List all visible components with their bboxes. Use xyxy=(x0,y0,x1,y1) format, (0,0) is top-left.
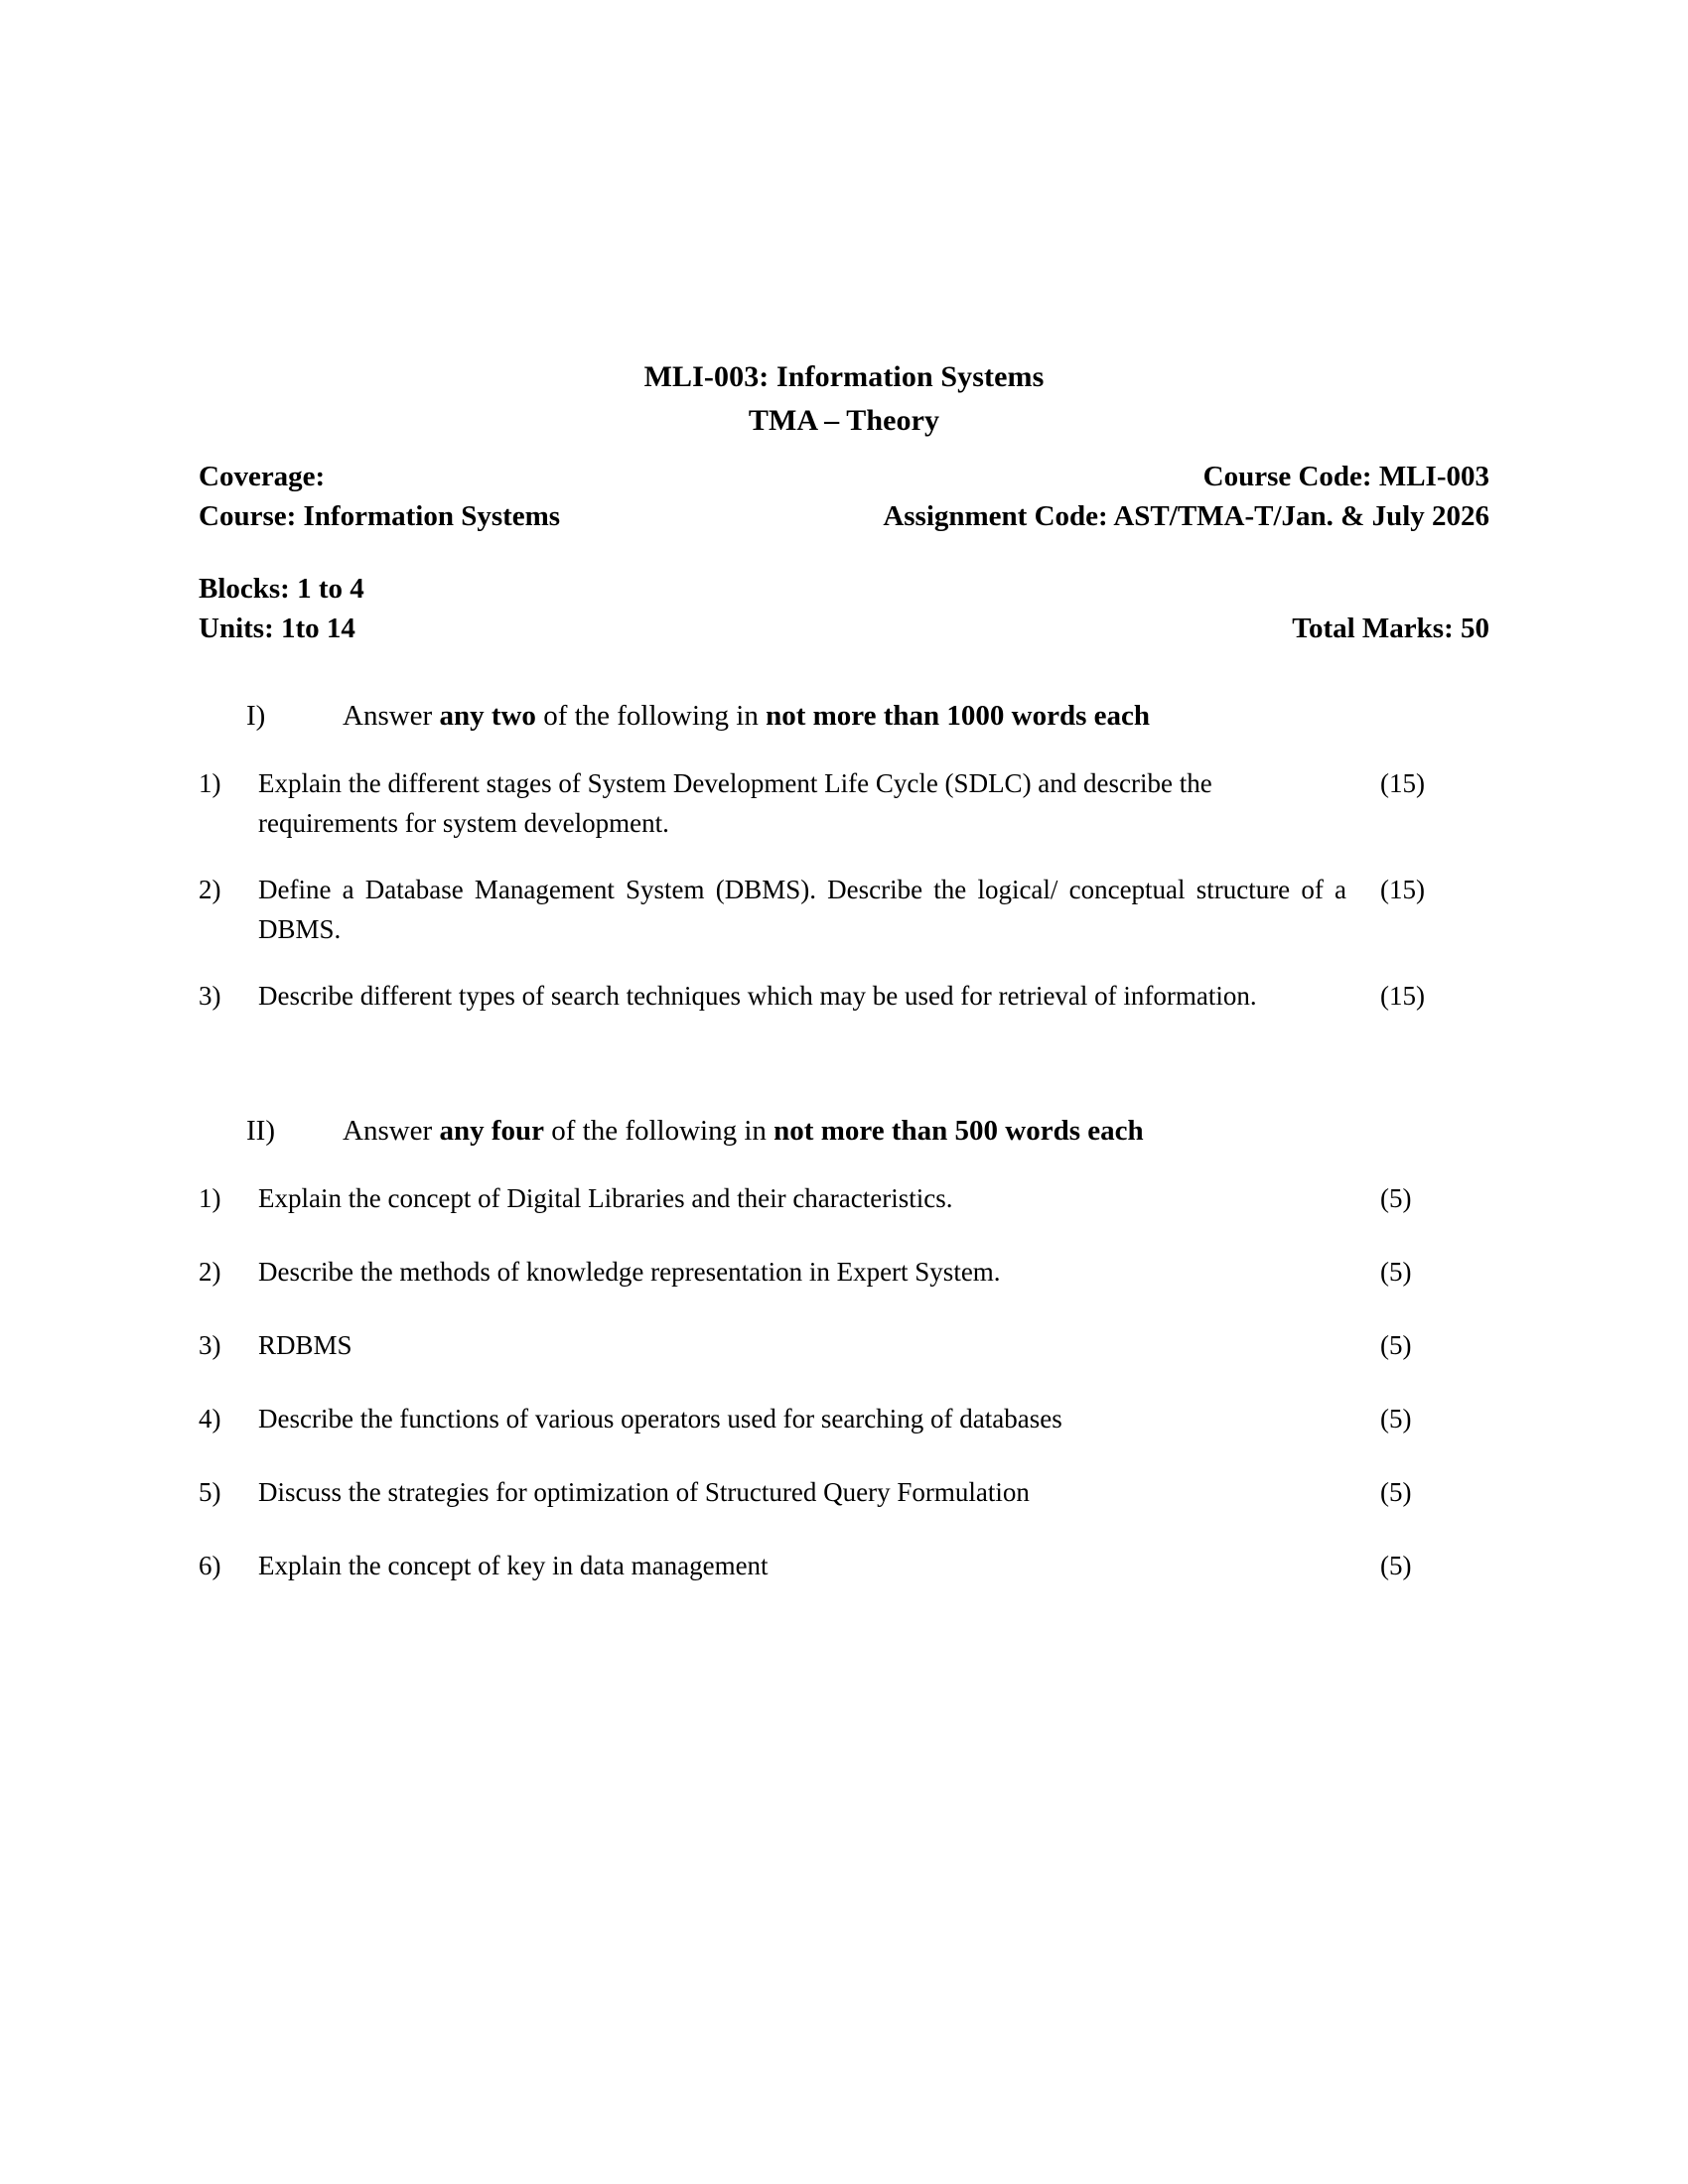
question-marks: (15) xyxy=(1380,768,1425,798)
blocks-label: Blocks: 1 to 4 xyxy=(199,573,364,605)
meta-row-units xyxy=(199,609,1489,648)
question-marks: (5) xyxy=(1380,1551,1412,1580)
question-marks: (5) xyxy=(1380,1257,1412,1287)
question-row xyxy=(199,1546,1489,1585)
meta-row-blocks xyxy=(199,569,1489,609)
section-number-1: I) xyxy=(246,700,266,732)
question-row xyxy=(199,1325,1489,1365)
section-instruction-2-bold-1: any four xyxy=(439,1115,544,1147)
question-number: 3) xyxy=(199,1330,221,1360)
question-text: Describe the methods of knowledge representation in Expert System. xyxy=(258,1257,1001,1287)
section-heading-1 xyxy=(246,696,1489,736)
question-marks: (5) xyxy=(1380,1330,1412,1360)
question-marks: (15) xyxy=(1380,981,1425,1011)
course-code: Course Code: MLI-003 xyxy=(1202,461,1489,492)
question-text: Describe the functions of various operators used for searching of databases xyxy=(258,1404,1062,1433)
assignment-code: Assignment Code: AST/TMA-T/Jan. & July 2026 xyxy=(883,500,1489,532)
question-text: Explain the concept of key in data management xyxy=(258,1551,769,1580)
section-instruction-2-bold-2: not more than 500 words each xyxy=(774,1115,1144,1147)
question-number: 2) xyxy=(199,875,221,904)
course-name: Course: Information Systems xyxy=(199,500,561,532)
section-instruction-1-mid: of the following in xyxy=(535,700,767,732)
section-instruction-1 xyxy=(343,696,1150,736)
question-list-1 xyxy=(199,763,1489,1016)
question-marks: (15) xyxy=(1380,875,1425,904)
question-text: Explain the different stages of System Development Life Cycle (SDLC) and describe the requirements for system development. xyxy=(258,768,1212,838)
question-text: Define a Database Management System (DBMS). Describe the logical/ conceptual structure of a DBMS. xyxy=(258,875,1346,944)
question-row xyxy=(199,870,1489,949)
question-number: 1) xyxy=(199,768,221,798)
total-marks: Total Marks: 50 xyxy=(1292,613,1489,644)
section-instruction-1-bold-1: any two xyxy=(439,700,536,732)
question-number: 2) xyxy=(199,1257,221,1287)
question-marks: (5) xyxy=(1380,1477,1412,1507)
page-subtitle: TMA – Theory xyxy=(748,404,940,437)
section-number-2: II) xyxy=(246,1115,275,1147)
question-text: Explain the concept of Digital Libraries and their characteristics. xyxy=(258,1183,953,1213)
course-meta-block xyxy=(199,457,1489,536)
question-marks: (5) xyxy=(1380,1183,1412,1213)
units-label: Units: 1to 14 xyxy=(199,613,355,644)
section-instruction-2 xyxy=(343,1111,1144,1151)
section-instruction-2-mid: of the following in xyxy=(544,1115,774,1147)
question-marks: (5) xyxy=(1380,1404,1412,1433)
question-number: 4) xyxy=(199,1404,221,1433)
meta-row-course xyxy=(199,496,1489,536)
question-row xyxy=(199,763,1489,843)
question-number: 1) xyxy=(199,1183,221,1213)
question-text: RDBMS xyxy=(258,1330,352,1360)
question-row xyxy=(199,976,1489,1016)
question-row xyxy=(199,1472,1489,1512)
coverage-label: Coverage: xyxy=(199,461,326,492)
question-row xyxy=(199,1178,1489,1218)
question-row xyxy=(199,1399,1489,1438)
page-title: MLI-003: Information Systems xyxy=(643,360,1045,393)
question-text: Discuss the strategies for optimization of Structured Query Formulation xyxy=(258,1477,1030,1507)
question-number: 3) xyxy=(199,981,221,1011)
meta-row-coverage xyxy=(199,457,1489,496)
blocks-meta-block xyxy=(199,569,1489,648)
page-content xyxy=(199,0,1489,1619)
question-text: Describe different types of search techniques which may be used for retrieval of information. xyxy=(258,981,1257,1011)
section-heading-2 xyxy=(246,1111,1489,1151)
section-instruction-1-pre: Answer xyxy=(343,700,440,732)
question-row xyxy=(199,1252,1489,1292)
section-instruction-1-bold-2: not more than 1000 words each xyxy=(766,700,1151,732)
question-list-2 xyxy=(199,1178,1489,1585)
question-number: 5) xyxy=(199,1477,221,1507)
section-instruction-2-pre: Answer xyxy=(343,1115,440,1147)
title-block xyxy=(199,0,1489,443)
question-number: 6) xyxy=(199,1551,221,1580)
